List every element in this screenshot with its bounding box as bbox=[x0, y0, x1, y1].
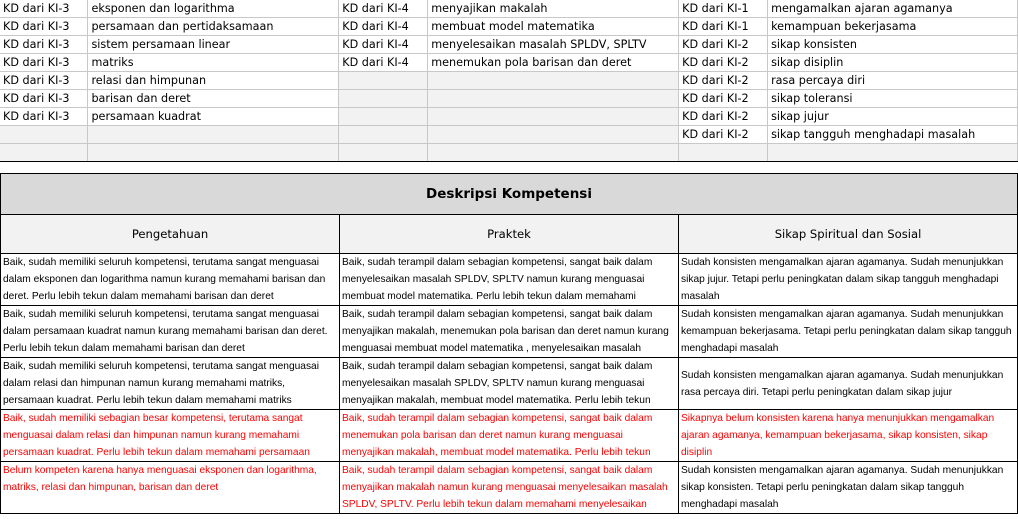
kd-description: mengamalkan ajaran agamanya bbox=[768, 0, 1018, 18]
cell-pengetahuan bbox=[1, 410, 340, 462]
kd-empty-cell bbox=[428, 144, 679, 162]
pengetahuan-text-content: Belum kompeten karena hanya menguasai eksponen dan logarithma, matriks, relasi dan himpunan, barisan dan deret bbox=[3, 465, 317, 493]
kd-code: KD dari KI-3 bbox=[0, 0, 88, 18]
cell-sikap bbox=[679, 254, 1018, 306]
cell-pengetahuan bbox=[1, 306, 340, 358]
kd-description: persamaan dan pertidaksamaan bbox=[88, 18, 339, 36]
kd-description: eksponen dan logarithma bbox=[88, 0, 339, 18]
praktek-text-content: Baik, sudah terampil dalam sebagian kompetensi, sangat baik dalam menemukan pola barisan dan deret namun kurang menguasai menyajikan makalah, membuat model matematika. Perlu lebih tekun bbox=[342, 413, 653, 458]
kd-code: KD dari KI-3 bbox=[0, 36, 88, 54]
kd-empty-cell bbox=[88, 144, 339, 162]
sikap-text-content: Sikapnya belum konsisten karena hanya menunjukkan mengamalkan ajaran agamanya, kemampuan bekerjasama, sikap konsisten, sikap disiplin bbox=[681, 413, 995, 458]
header-praktek: Praktek bbox=[340, 215, 679, 254]
kd-empty-cell bbox=[339, 90, 428, 108]
kd-code: KD dari KI-3 bbox=[0, 54, 88, 72]
sikap-text bbox=[681, 306, 1015, 357]
kd-description: rasa percaya diri bbox=[768, 72, 1018, 90]
kd-code: KD dari KI-3 bbox=[0, 90, 88, 108]
cell-praktek bbox=[340, 410, 679, 462]
praktek-text bbox=[342, 254, 676, 305]
kd-grid bbox=[0, 0, 1018, 162]
kd-code: KD dari KI-4 bbox=[339, 18, 428, 36]
sikap-text-content: Sudah konsisten mengamalkan ajaran agamanya. Sudah menunjukkan rasa percaya diri. Tetapi perlu peningkatan dalam sikap jujur bbox=[681, 369, 1004, 398]
sikap-text-content: Sudah konsisten mengamalkan ajaran agamanya. Sudah menunjukkan sikap jujur. Tetapi perlu peningkatan dalam sikap tangguh menghadapi masalah bbox=[681, 257, 1004, 302]
pengetahuan-text bbox=[3, 358, 337, 409]
kd-code: KD dari KI-2 bbox=[679, 36, 768, 54]
kd-code: KD dari KI-1 bbox=[679, 0, 768, 18]
pengetahuan-text-content: Baik, sudah memiliki seluruh kompetensi, terutama sangat menguasai dalam persamaan kuadrat namun kurang memahami barisan dan deret. Perlu lebih tekun dalam memahami barisan dan deret bbox=[3, 309, 328, 354]
kd-row bbox=[0, 72, 1018, 90]
kd-empty-cell bbox=[88, 126, 339, 144]
kd-description: sistem persamaan linear bbox=[88, 36, 339, 54]
kd-empty-cell bbox=[428, 126, 679, 144]
kd-code: KD dari KI-3 bbox=[0, 18, 88, 36]
kd-row bbox=[0, 18, 1018, 36]
praktek-text bbox=[342, 306, 676, 357]
kd-description: sikap tangguh menghadapi masalah bbox=[768, 126, 1018, 144]
cell-sikap bbox=[679, 410, 1018, 462]
pengetahuan-text bbox=[3, 410, 337, 461]
cell-praktek bbox=[340, 306, 679, 358]
praktek-text bbox=[342, 410, 676, 461]
kd-code: KD dari KI-4 bbox=[339, 36, 428, 54]
kd-description: sikap disiplin bbox=[768, 54, 1018, 72]
kd-row bbox=[0, 144, 1018, 162]
header-sikap: Sikap Spiritual dan Sosial bbox=[679, 215, 1018, 254]
kd-description: menemukan pola barisan dan deret bbox=[428, 54, 679, 72]
kd-code: KD dari KI-2 bbox=[679, 108, 768, 126]
kd-code: KD dari KI-2 bbox=[679, 90, 768, 108]
pengetahuan-text-content: Baik, sudah memiliki seluruh kompetensi, terutama sangat menguasai dalam relasi dan himpunan namun kurang memahami matriks, persamaan kuadrat. Perlu lebih tekun dalam memahami matriks bbox=[3, 361, 319, 406]
pengetahuan-text-content: Baik, sudah memiliki sebagian besar kompetensi, terutama sangat menguasai dalam relasi dan himpunan namun kurang memahami persamaan kuadrat. Perlu lebih tekun dalam memahami persamaan bbox=[3, 413, 310, 458]
kd-code: KD dari KI-3 bbox=[0, 108, 88, 126]
kd-empty-cell bbox=[339, 126, 428, 144]
cell-praktek bbox=[340, 254, 679, 306]
cell-pengetahuan bbox=[1, 462, 340, 514]
kd-empty-cell bbox=[0, 126, 88, 144]
kd-description: menyelesaikan masalah SPLDV, SPLTV bbox=[428, 36, 679, 54]
kd-description: membuat model matematika bbox=[428, 18, 679, 36]
praktek-text bbox=[342, 358, 676, 409]
kd-description: barisan dan deret bbox=[88, 90, 339, 108]
kd-code: KD dari KI-1 bbox=[679, 18, 768, 36]
kd-code: KD dari KI-2 bbox=[679, 54, 768, 72]
deskripsi-kompetensi-table bbox=[0, 173, 1018, 514]
kd-row bbox=[0, 54, 1018, 72]
cell-pengetahuan bbox=[1, 358, 340, 410]
cell-praktek bbox=[340, 462, 679, 514]
sikap-text bbox=[681, 254, 1015, 305]
kd-description: sikap toleransi bbox=[768, 90, 1018, 108]
deskripsi-row bbox=[1, 462, 1018, 514]
kd-code: KD dari KI-2 bbox=[679, 126, 768, 144]
kd-empty-cell bbox=[0, 144, 88, 162]
sikap-text bbox=[681, 410, 1015, 461]
praktek-text bbox=[342, 462, 676, 513]
praktek-text-content: Baik, sudah terampil dalam sebagian kompetensi, sangat baik dalam menyajikan makalah namun kurang menguasai menyelesaikan masalah SPLDV, SPLTV. Perlu lebih tekun dalam memahami menyelesaikan bbox=[342, 465, 668, 510]
deskripsi-row bbox=[1, 254, 1018, 306]
kd-row bbox=[0, 108, 1018, 126]
sikap-text bbox=[681, 358, 1015, 409]
deskripsi-row bbox=[1, 306, 1018, 358]
kd-description: sikap konsisten bbox=[768, 36, 1018, 54]
header-pengetahuan: Pengetahuan bbox=[1, 215, 340, 254]
cell-pengetahuan bbox=[1, 254, 340, 306]
pengetahuan-text bbox=[3, 306, 337, 357]
cell-praktek bbox=[340, 358, 679, 410]
kd-empty-cell bbox=[428, 90, 679, 108]
praktek-text-content: Baik, sudah terampil dalam sebagian kompetensi, sangat baik dalam menyelesaikan masalah SPLDV, SPLTV namun kurang menguasai menyajikan makalah, membuat model matematika. Perlu lebih tekun bbox=[342, 361, 653, 406]
kd-empty-cell bbox=[339, 72, 428, 90]
kd-row bbox=[0, 126, 1018, 144]
kd-code: KD dari KI-4 bbox=[339, 0, 428, 18]
kd-code: KD dari KI-2 bbox=[679, 72, 768, 90]
pengetahuan-text bbox=[3, 254, 337, 305]
praktek-text-content: Baik, sudah terampil dalam sebagian kompetensi, sangat baik dalam menyajikan makalah, menemukan pola barisan dan deret namun kurang menguasai membuat model matematika , menyelesaikan masalah bbox=[342, 309, 669, 354]
kd-description: persamaan kuadrat bbox=[88, 108, 339, 126]
kd-code: KD dari KI-4 bbox=[339, 54, 428, 72]
cell-sikap bbox=[679, 358, 1018, 410]
cell-sikap bbox=[679, 306, 1018, 358]
deskripsi-title: Deskripsi Kompetensi bbox=[1, 174, 1018, 215]
sikap-text bbox=[681, 462, 1015, 513]
kd-empty-cell bbox=[428, 108, 679, 126]
deskripsi-row bbox=[1, 410, 1018, 462]
pengetahuan-text-content: Baik, sudah memiliki seluruh kompetensi, terutama sangat menguasai dalam eksponen dan logarithma namun kurang memahami barisan dan deret. Perlu lebih tekun dalam memahami barisan dan deret bbox=[3, 257, 326, 302]
kd-empty-cell bbox=[768, 144, 1018, 162]
kd-description: matriks bbox=[88, 54, 339, 72]
kd-empty-cell bbox=[339, 108, 428, 126]
cell-sikap bbox=[679, 462, 1018, 514]
kd-description: sikap jujur bbox=[768, 108, 1018, 126]
kd-row bbox=[0, 0, 1018, 18]
deskripsi-row bbox=[1, 358, 1018, 410]
kd-code: KD dari KI-3 bbox=[0, 72, 88, 90]
kd-description: relasi dan himpunan bbox=[88, 72, 339, 90]
kd-row bbox=[0, 36, 1018, 54]
kd-empty-cell bbox=[428, 72, 679, 90]
sikap-text-content: Sudah konsisten mengamalkan ajaran agamanya. Sudah menunjukkan sikap konsisten. Tetapi perlu peningkatan dalam sikap tangguh menghadapi masalah bbox=[681, 465, 1004, 510]
kd-description: menyajikan makalah bbox=[428, 0, 679, 18]
kd-description: kemampuan bekerjasama bbox=[768, 18, 1018, 36]
kd-row bbox=[0, 90, 1018, 108]
pengetahuan-text bbox=[3, 462, 337, 513]
praktek-text-content: Baik, sudah terampil dalam sebagian kompetensi, sangat baik dalam menyelesaikan masalah SPLDV, SPLTV namun kurang menguasai membuat model matematika. Perlu lebih tekun dalam memahami bbox=[342, 257, 653, 302]
sikap-text-content: Sudah konsisten mengamalkan ajaran agamanya. Sudah menunjukkan kemampuan bekerjasama. Tetapi perlu peningkatan dalam sikap tangguh menghadapi masalah bbox=[681, 309, 1012, 354]
kd-empty-cell bbox=[339, 144, 428, 162]
kd-empty-cell bbox=[679, 144, 768, 162]
